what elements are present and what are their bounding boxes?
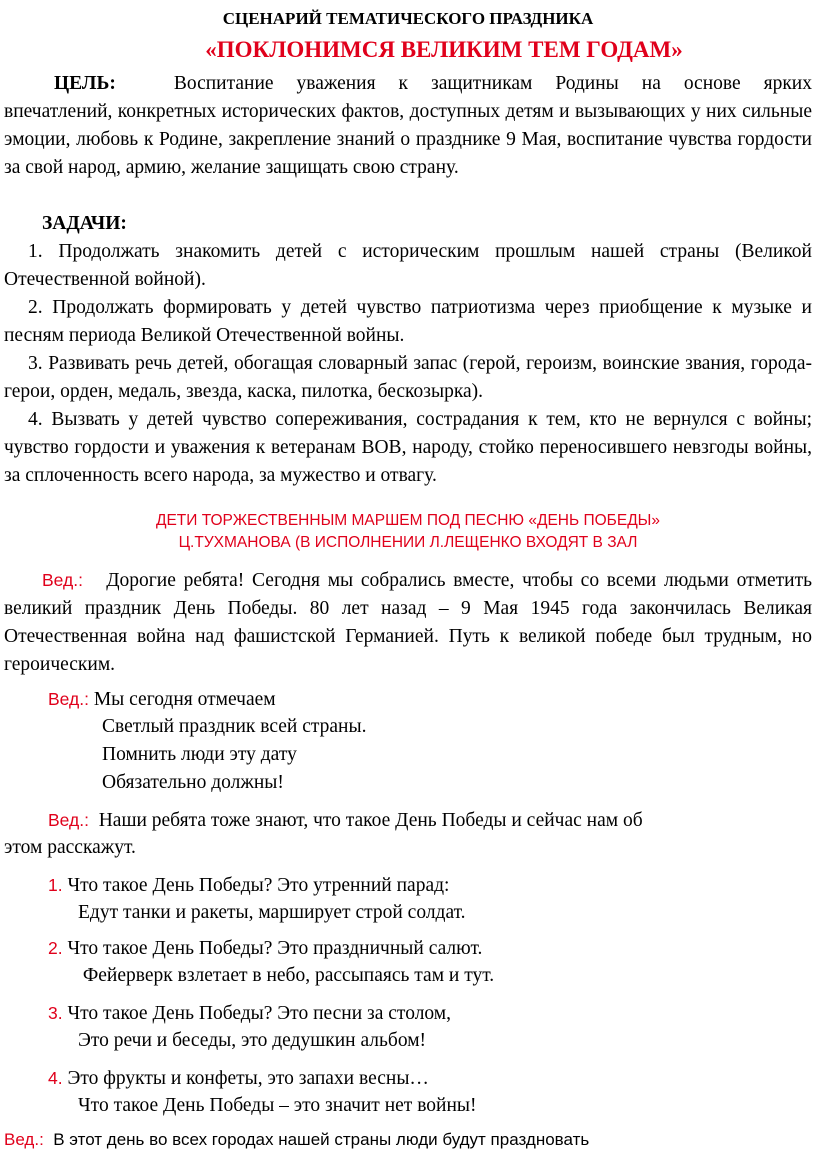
poem-line-1: Вед.: Мы сегодня отмечаем — [48, 689, 276, 710]
verse-4-line2: Что такое День Победы – это значит нет войны! — [78, 1095, 477, 1116]
poem-line-2: Светлый праздник всей страны. — [102, 716, 367, 737]
speaker-label: Вед.: — [4, 1130, 44, 1149]
speaker-label: Вед.: — [42, 570, 83, 590]
verse-1-line1: 1. Что такое День Победы? Это утренний парад: — [48, 875, 450, 896]
goal-label: ЦЕЛЬ: — [54, 73, 116, 94]
poem-line-3: Помнить люди эту дату — [102, 744, 297, 765]
host-speech-3-line1: Вед.: Наши ребята тоже знают, что такое День Победы и сейчас нам об — [48, 810, 643, 831]
verse-2-line1: 2. Что такое День Победы? Это праздничный салют. — [48, 938, 483, 959]
poem-line-4: Обязательно должны! — [102, 772, 284, 793]
tasks-label: ЗАДАЧИ: — [42, 213, 127, 234]
speaker-label: Вед.: — [48, 810, 89, 830]
tasks-heading — [4, 210, 812, 238]
host-speech-1 — [4, 566, 812, 679]
task-item-1: 1. Продолжать знакомить детей с историческим прошлым нашей страны (Великой Отечественной войной). — [4, 241, 812, 290]
goal-text-line1: Воспитание уважения к защитникам Родины на основе ярких — [173, 73, 812, 94]
host-speech-1-text: Дорогие ребята! Сегодня мы собрались вместе, чтобы со всеми людьми отметить великий праздник День Победы. 80 лет назад – 9 Мая 1945 года закончилась Великая Отечественная война над фашистской Германией. Путь к великой победе был трудным, но героическим. — [4, 570, 812, 675]
verse-3-line2: Это речи и беседы, это дедушкин альбом! — [78, 1030, 427, 1051]
task-item-3: 3. Развивать речь детей, обогащая словарный запас (герой, героизм, воинские звания, города-герои, орден, медаль, звезда, каска, пилотка, бескозырка). — [4, 353, 812, 402]
host-final-line: Вед.: В этот день во всех городах нашей страны люди будут праздновать — [4, 1130, 590, 1149]
march-instruction-line1: ДЕТИ ТОРЖЕСТВЕННЫМ МАРШЕМ ПОД ПЕСНЮ «ДЕНЬ ПОБЕДЫ» — [155, 512, 661, 529]
host-speech-3-line2: этом расскажут. — [4, 837, 136, 858]
goal-text: впечатлений, конкретных исторических фактов, доступных детям и вызывающих у них сильные эмоции, любовь к Родине, закрепление знаний о празднике 9 Мая, воспитание чувства гордости за свой народ, армию, желание защищать свою страну. — [4, 101, 812, 178]
task-item-2: 2. Продолжать формировать у детей чувство патриотизма через приобщение к музыке и песням периода Великой Отечественной войны. — [4, 297, 812, 346]
verse-3-line1: 3. Что такое День Победы? Это песни за столом, — [48, 1003, 452, 1024]
speaker-label: Вед.: — [48, 689, 89, 709]
goal-first-line — [4, 70, 812, 98]
document-title: СЦЕНАРИЙ ТЕМАТИЧЕСКОГО ПРАЗДНИКА — [222, 9, 594, 28]
document-subtitle: «ПОКЛОНИМСЯ ВЕЛИКИМ ТЕМ ГОДАМ» — [205, 37, 683, 62]
verse-4-line1: 4. Это фрукты и конфеты, это запахи весны… — [48, 1068, 429, 1089]
march-instruction-line2: Ц.ТУХМАНОВА (В ИСПОЛНЕНИИ Л.ЛЕЩЕНКО ВХОДЯТ В ЗАЛ — [178, 534, 638, 551]
verse-2-line2: Фейерверк взлетает в небо, рассыпаясь там и тут. — [78, 965, 495, 986]
verse-1-line2: Едут танки и ракеты, марширует строй солдат. — [78, 902, 466, 923]
task-item-4: 4. Вызвать у детей чувство сопереживания, сострадания к тем, кто не вернулся с войны; чувство гордости и уважения к ветеранам ВОВ, народу, стойко переносившего невзгоды войны, за сплоченность всего народа, за мужество и отвагу. — [4, 409, 812, 486]
